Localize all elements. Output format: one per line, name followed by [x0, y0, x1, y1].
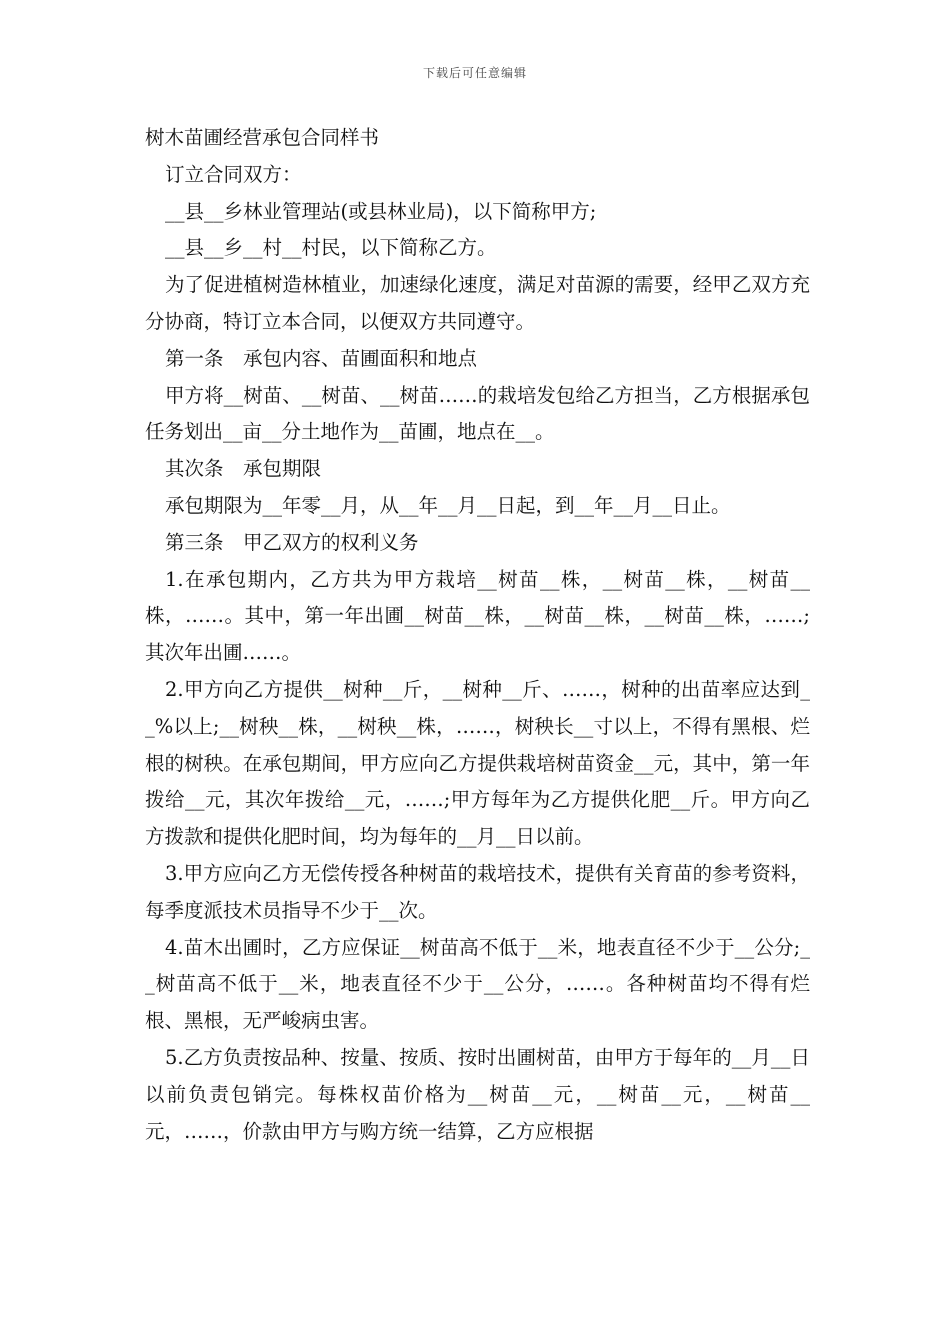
paragraph-parties-intro: 订立合同双方： — [165, 162, 302, 186]
article-3-item-2: 2.甲方向乙方提供__树种__斤，__树种__斤、……，树种的出苗率应达到__%以上;__树秧__株，__树秧__株，……，树秧长__寸以上，不得有黑根、烂根的树秧。在承包期间，甲方应向乙方提供栽培树苗资金__元，其中，第一年拨给__元，其次年拨给__元，……;甲方每年为乙方提供化肥__斤。甲方向乙方拨款和提供化肥时间，均为每年的__月__日以前。 — [145, 677, 810, 849]
article-1-body: 甲方将__树苗、__树苗、__树苗……的栽培发包给乙方担当，乙方根据承包任务划出__亩__分土地作为__苗圃，地点在__。 — [145, 383, 810, 444]
article-1-heading: 第一条 承包内容、苗圃面积和地点 — [165, 346, 478, 370]
document-body — [145, 120, 810, 1150]
header-note: 下载后可任意编辑 — [422, 66, 527, 80]
paragraph-party-a: __县__乡林业管理站(或县林业局)，以下简称甲方; — [165, 199, 597, 223]
paragraph-purpose: 为了促进植树造林植业，加速绿化速度，满足对苗源的需要，经甲乙双方充分协商，特订立本合同，以便双方共同遵守。 — [145, 273, 810, 333]
article-2-body: 承包期限为__年零__月，从__年__月__日起，到__年__月__日止。 — [165, 493, 731, 517]
article-3-heading: 第三条 甲乙双方的权利义务 — [165, 530, 419, 554]
article-3-item-4: 4.苗木出圃时，乙方应保证__树苗高不低于__米，地表直径不少于__公分;__树苗高不低于__米，地表直径不少于__公分，……。各种树苗均不得有烂根、黑根，无严峻病虫害。 — [145, 935, 810, 1033]
article-2-heading: 其次条 承包期限 — [165, 457, 322, 481]
article-3-item-3: 3.甲方应向乙方无偿传授各种树苗的栽培技术，提供有关育苗的参考资料，每季度派技术员指导不少于__次。 — [145, 861, 810, 922]
paragraph-party-b: __县__乡__村__村民，以下简称乙方。 — [165, 236, 497, 260]
document-title: 树木苗圃经营承包合同样书 — [145, 126, 380, 149]
article-3-item-5: 5.乙方负责按品种、按量、按质、按时出圃树苗，由甲方于每年的__月__日以前负责包销完。每株权苗价格为__树苗__元，__树苗__元，__树苗__元，……，价款由甲方与购方统一结算，乙方应根据 — [145, 1045, 810, 1143]
article-3-item-1: 1.在承包期内，乙方共为甲方栽培__树苗__株，__树苗__株，__树苗__株，……。其中，第一年出圃__树苗__株，__树苗__株，__树苗__株，……;其次年出圃……。 — [145, 567, 810, 665]
